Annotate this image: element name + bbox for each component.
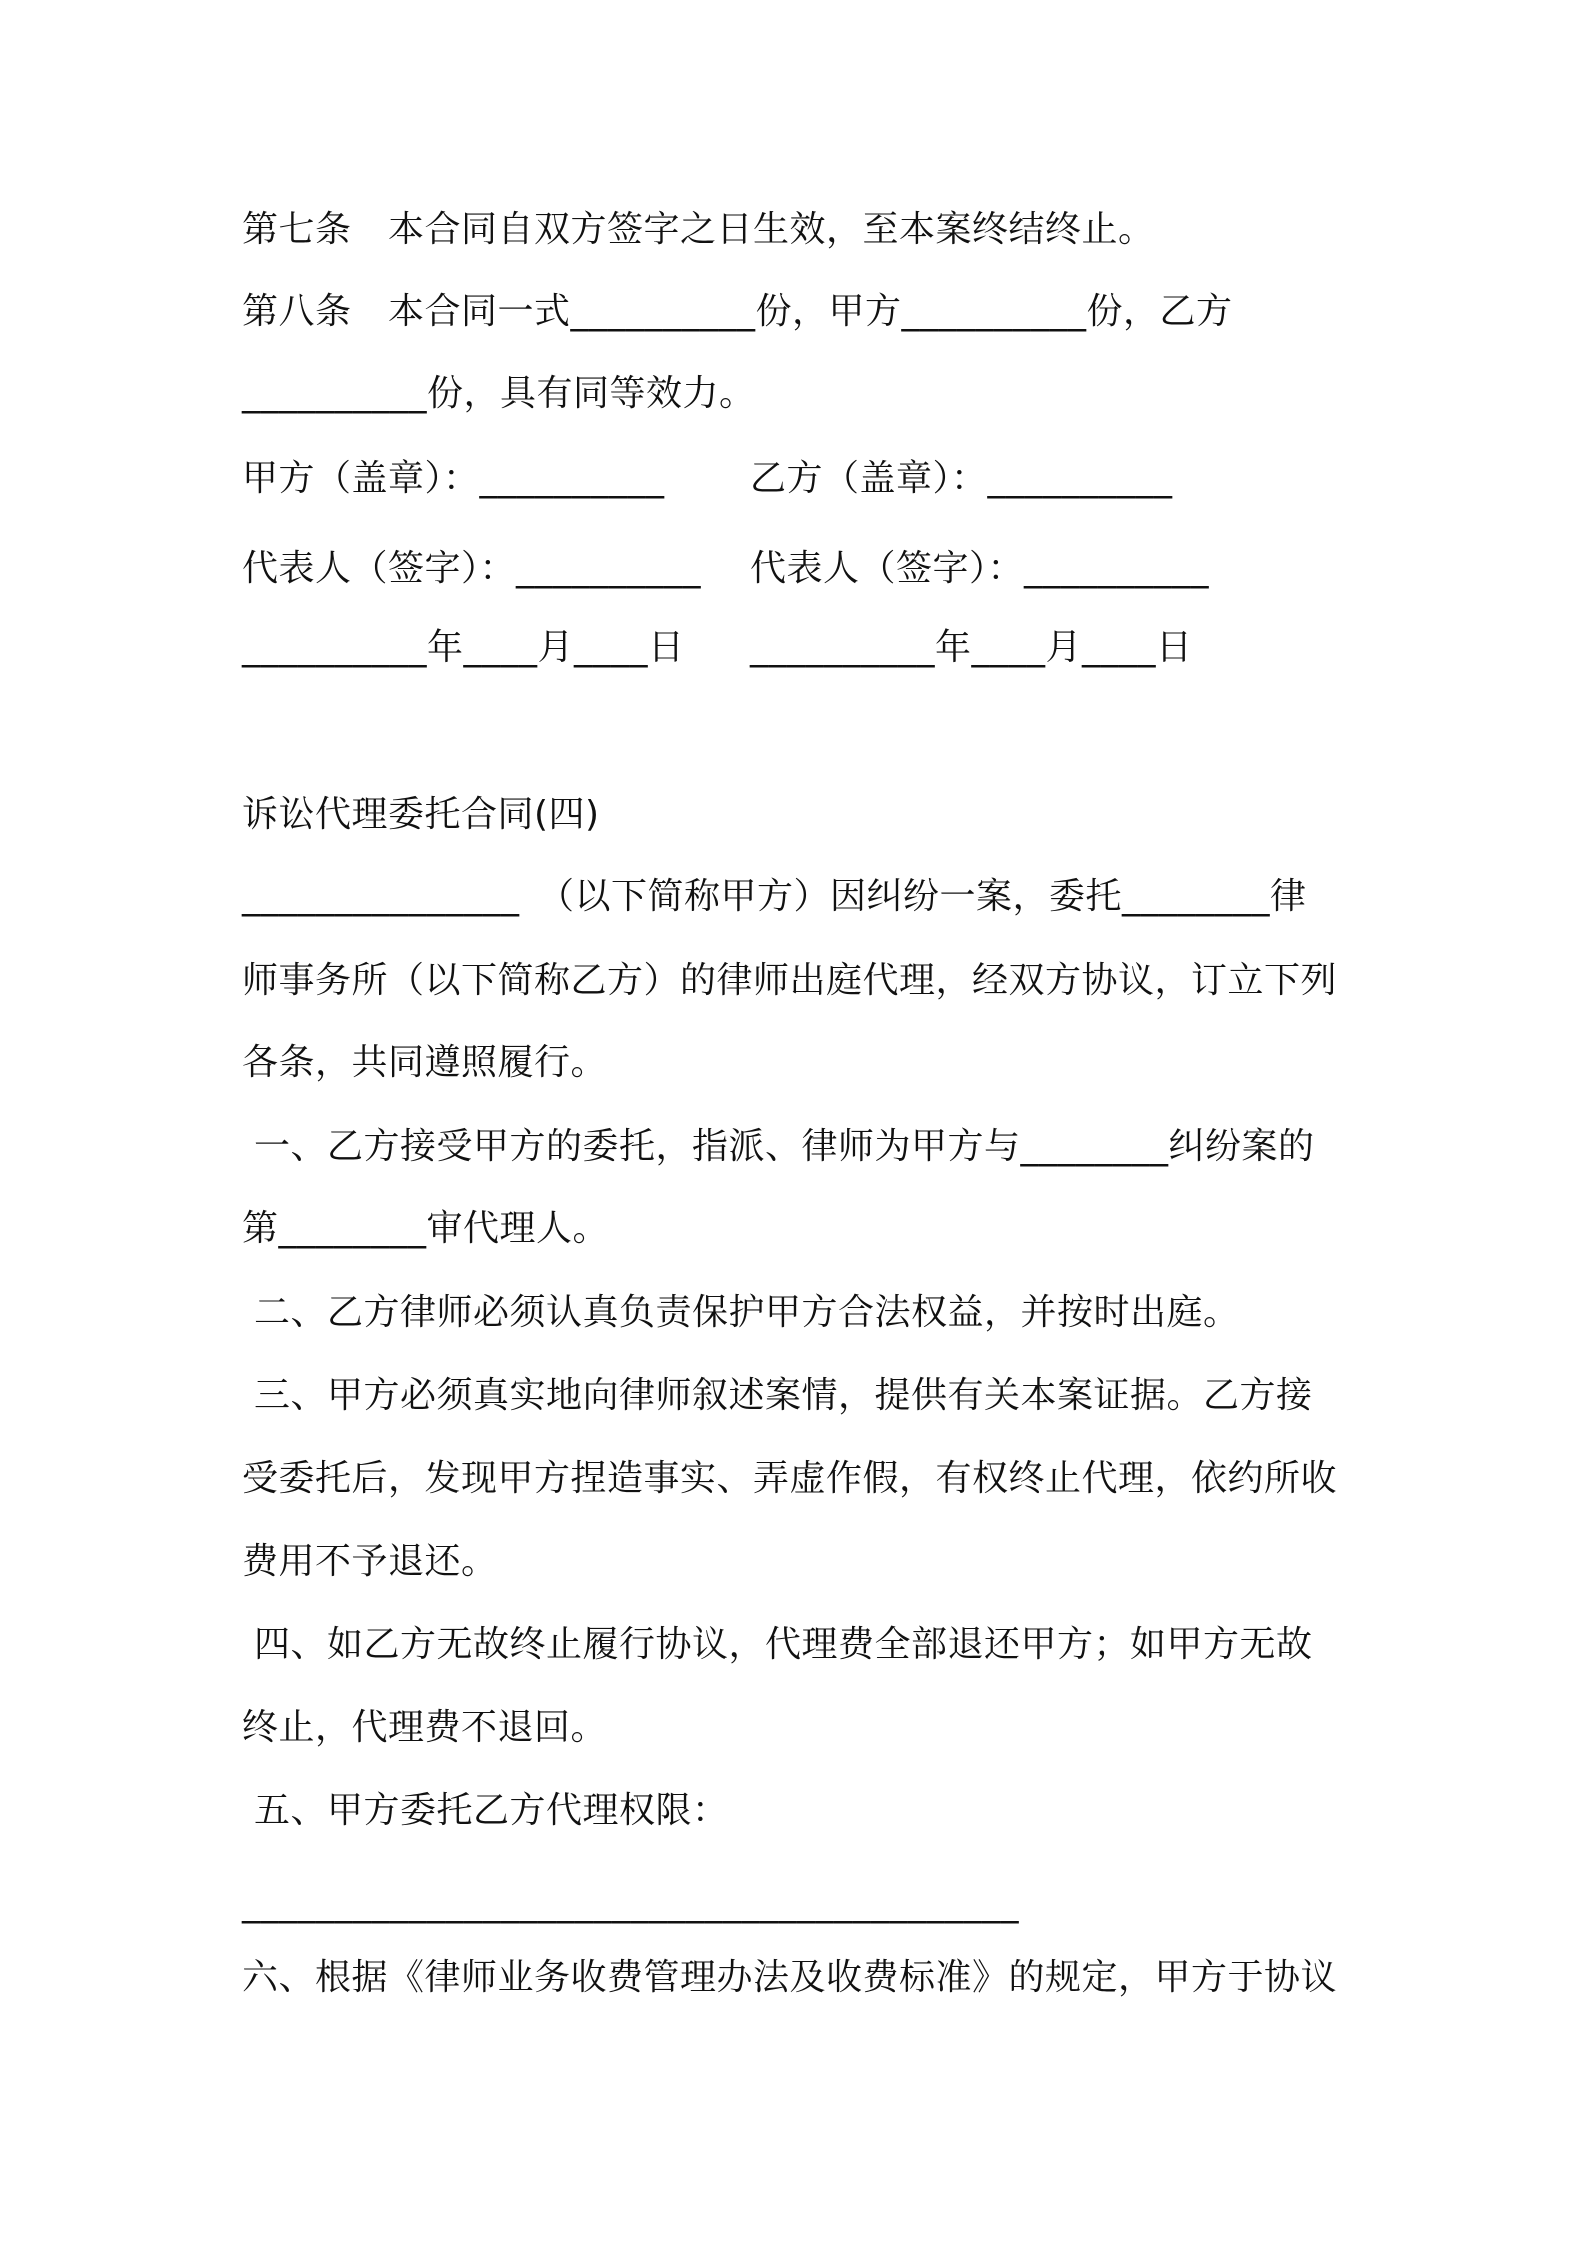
party-b-seal: 乙方（盖章）：__________ (750, 458, 1173, 499)
item-3-line-1: 三、甲方必须真实地向律师叙述案情，提供有关本案证据。乙方接 (242, 1375, 1313, 1416)
intro-line-3: 各条，共同遵照履行。 (242, 1042, 608, 1083)
item-4-line-2: 终止，代理费不退回。 (242, 1707, 608, 1748)
item-5-blank-line: __________________________________________ (242, 1883, 1019, 1924)
party-a-seal: 甲方（盖章）：__________ (242, 458, 665, 499)
item-3-line-3: 费用不予退还。 (242, 1541, 498, 1582)
item-1-line-2: 第________审代理人。 (242, 1208, 610, 1249)
item-3-line-2: 受委托后，发现甲方捏造事实、弄虚作假，有权终止代理，依约所收 (242, 1458, 1338, 1499)
party-b-date: __________年____月____日 (750, 627, 1193, 668)
contract-title: 诉讼代理委托合同(四) (242, 794, 600, 835)
party-a-representative: 代表人（签字）：__________ (242, 548, 702, 589)
intro-line-2: 师事务所（以下简称乙方）的律师出庭代理，经双方协议，订立下列 (242, 960, 1338, 1001)
item-6-line-1: 六、根据《律师业务收费管理办法及收费标准》的规定，甲方于协议 (242, 1957, 1338, 1998)
article-7: 第七条 本合同自双方签字之日生效，至本案终结终止。 (242, 209, 1155, 250)
item-4-line-1: 四、如乙方无故终止履行协议，代理费全部退还甲方；如甲方无故 (242, 1624, 1313, 1665)
article-8-line-2: __________份，具有同等效力。 (242, 373, 756, 414)
item-2: 二、乙方律师必须认真负责保护甲方合法权益，并按时出庭。 (242, 1292, 1240, 1333)
article-8-line-1: 第八条 本合同一式__________份，甲方__________份，乙方 (242, 291, 1233, 332)
party-a-date: __________年____月____日 (242, 627, 685, 668)
intro-line-1: _______________ （以下简称甲方）因纠纷一案，委托________律 (242, 876, 1307, 917)
party-b-representative: 代表人（签字）：__________ (750, 548, 1210, 589)
item-1-line-1: 一、乙方接受甲方的委托，指派、律师为甲方与________纠纷案的 (242, 1126, 1315, 1167)
item-5: 五、甲方委托乙方代理权限： (242, 1790, 729, 1831)
